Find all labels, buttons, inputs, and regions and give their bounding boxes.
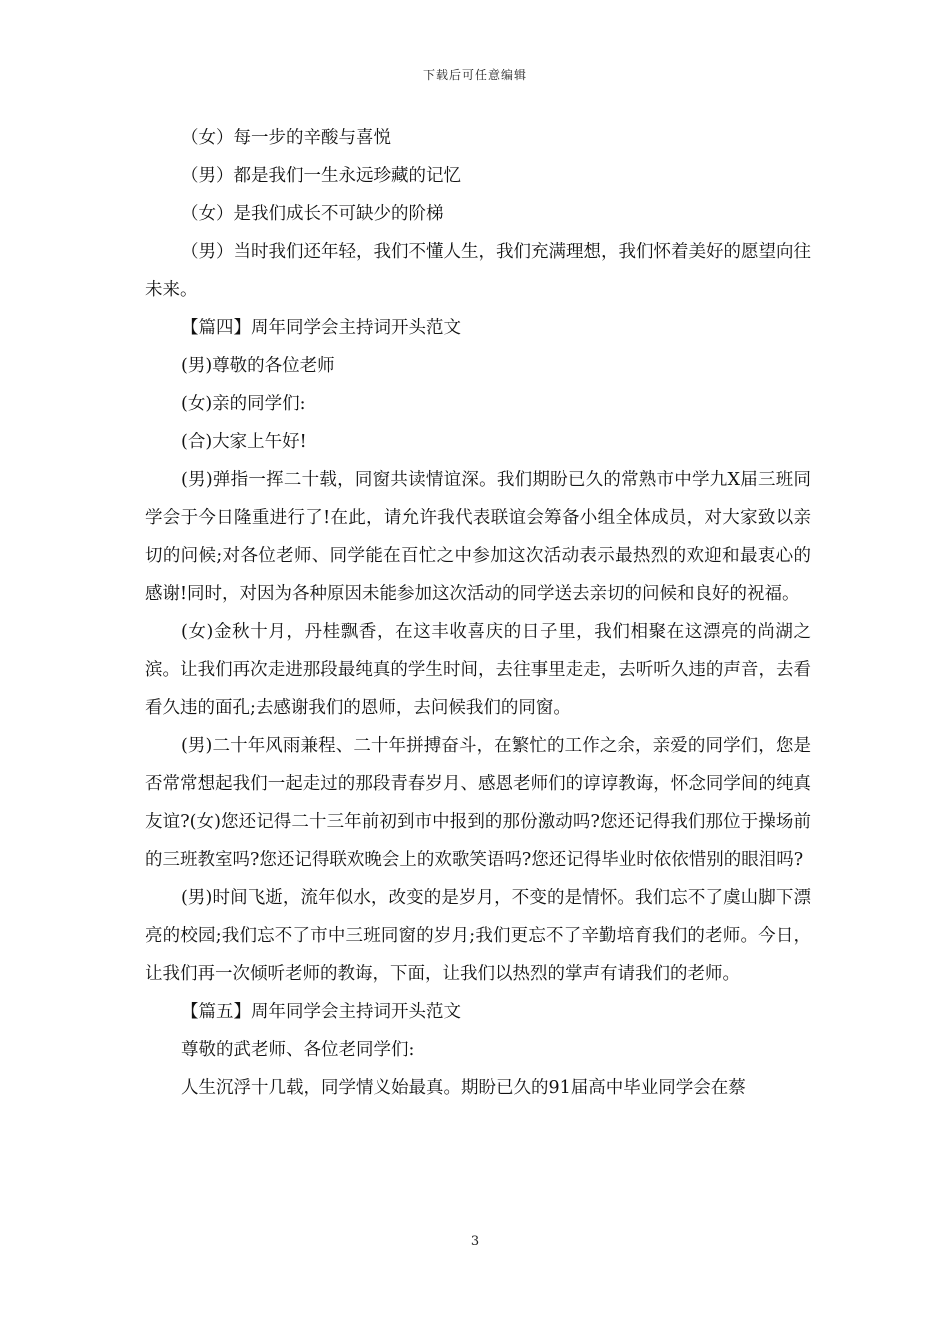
paragraph-4: （男）当时我们还年轻，我们不懂人生，我们充满理想，我们怀着美好的愿望向往未来。 bbox=[145, 242, 811, 300]
paragraph-15: 人生沉浮十几载，同学情义始最真。期盼已久的91届高中毕业同学会在蔡 bbox=[181, 1078, 746, 1098]
paragraph-9: (男)弹指一挥二十载，同窗共读情谊深。我们期盼已久的常熟市中学九X届三班同学会于今日隆重进行了!在此，请允许我代表联谊会筹备小组全体成员，对大家致以亲切的问候;对各位老师、同学能在百忙之中参加这次活动表示最热烈的欢迎和最衷心的感谢!同时，对因为各种原因未能参加这次活动的同学送去亲切的问候和良好的祝福。 bbox=[145, 470, 811, 604]
paragraph-6: (男)尊敬的各位老师 bbox=[181, 356, 335, 376]
paragraph-8: (合)大家上午好! bbox=[181, 432, 307, 452]
section-heading-4: 【篇四】周年同学会主持词开头范文 bbox=[181, 318, 461, 338]
paragraph-2: （男）都是我们一生永远珍藏的记忆 bbox=[181, 166, 461, 186]
paragraph-3: （女）是我们成长不可缺少的阶梯 bbox=[181, 204, 444, 224]
paragraph-7: (女)亲的同学们: bbox=[181, 394, 306, 414]
section-heading-5: 【篇五】周年同学会主持词开头范文 bbox=[181, 1002, 461, 1022]
page-number: 3 bbox=[470, 1234, 480, 1249]
paragraph-1: （女）每一步的辛酸与喜悦 bbox=[181, 128, 391, 148]
paragraph-10: (女)金秋十月，丹桂飘香，在这丰收喜庆的日子里，我们相聚在这漂亮的尚湖之滨。让我们再次走进那段最纯真的学生时间，去往事里走走，去听听久违的声音，去看看久违的面孔;去感谢我们的恩师，去问候我们的同窗。 bbox=[145, 622, 811, 718]
paragraph-12: (男)时间飞逝，流年似水，改变的是岁月，不变的是情怀。我们忘不了虞山脚下漂亮的校园;我们忘不了市中三班同窗的岁月;我们更忘不了辛勤培育我们的老师。今日，让我们再一次倾听老师的教诲，下面，让我们以热烈的掌声有请我们的老师。 bbox=[145, 888, 811, 984]
page-header: 下载后可任意编辑 bbox=[422, 68, 527, 82]
paragraph-14: 尊敬的武老师、各位老同学们: bbox=[181, 1040, 415, 1060]
paragraph-11: (男)二十年风雨兼程、二十年拼搏奋斗，在繁忙的工作之余，亲爱的同学们，您是否常常想起我们一起走过的那段青春岁月、感恩老师们的谆谆教诲，怀念同学间的纯真友谊?(女)您还记得二十三年前初到市中报到的那份激动吗?您还记得我们那位于操场前的三班教室吗?您还记得联欢晚会上的欢歌笑语吗?您还记得毕业时依依惜别的眼泪吗? bbox=[145, 736, 811, 870]
document-body bbox=[145, 119, 811, 1107]
